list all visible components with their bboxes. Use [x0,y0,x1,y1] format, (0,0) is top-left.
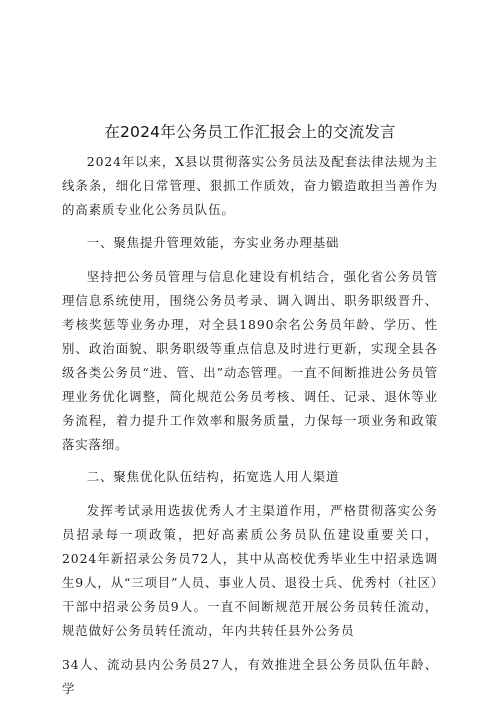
continuation-paragraph: 34人、流动县内公务员27人，有效推进全县公务员队伍年龄、学 [62,657,438,696]
document-title: 在2024年公务员工作汇报会上的交流发言 [104,123,396,141]
section-heading-1: 一、聚焦提升管理效能，夯实业务办理基础 [86,235,340,250]
section-heading-2: 二、聚焦优化队伍结构，拓宽选人用人渠道 [86,469,340,484]
document-body [62,150,438,701]
section-1-paragraph: 坚持把公务员管理与信息化建设有机结合，强化省公务员管理信息系统使用，围绕公务员考录、调入调出、职务职级晋升、考核奖惩等业务办理，对全县1890余名公务员年龄、学历、性别、政治面貌、职务职级等重点信息及时进行更新，实现全县各级各类公务员“进、管、出”动态管理。一直不间断推进公务员管理业务优化调整，简化规范公务员考核、调任、记录、退休等业务流程，着力提升工作效率和服务质量，力保每一项业务和政策落实落细。 [62,269,438,452]
section-2-paragraph: 发挥考试录用选拔优秀人才主渠道作用，严格贯彻落实公务员招录每一项政策，把好高素质公务员队伍建设重要关口，2024年新招录公务员72人，其中从高校优秀毕业生中招录选调生9人，从“三项目”人员、事业人员、退役士兵、优秀村（社区）干部中招录公务员9人。一直不间断规范开展公务员转任流动，规范做好公务员转任流动，年内共转任县外公务员 [62,503,438,638]
intro-paragraph: 2024年以来，X县以贯彻落实公务员法及配套法律法规为主线条条，细化日常管理、狠抓工作质效，奋力锻造敢担当善作为的高素质专业化公务员队伍。 [62,154,438,217]
